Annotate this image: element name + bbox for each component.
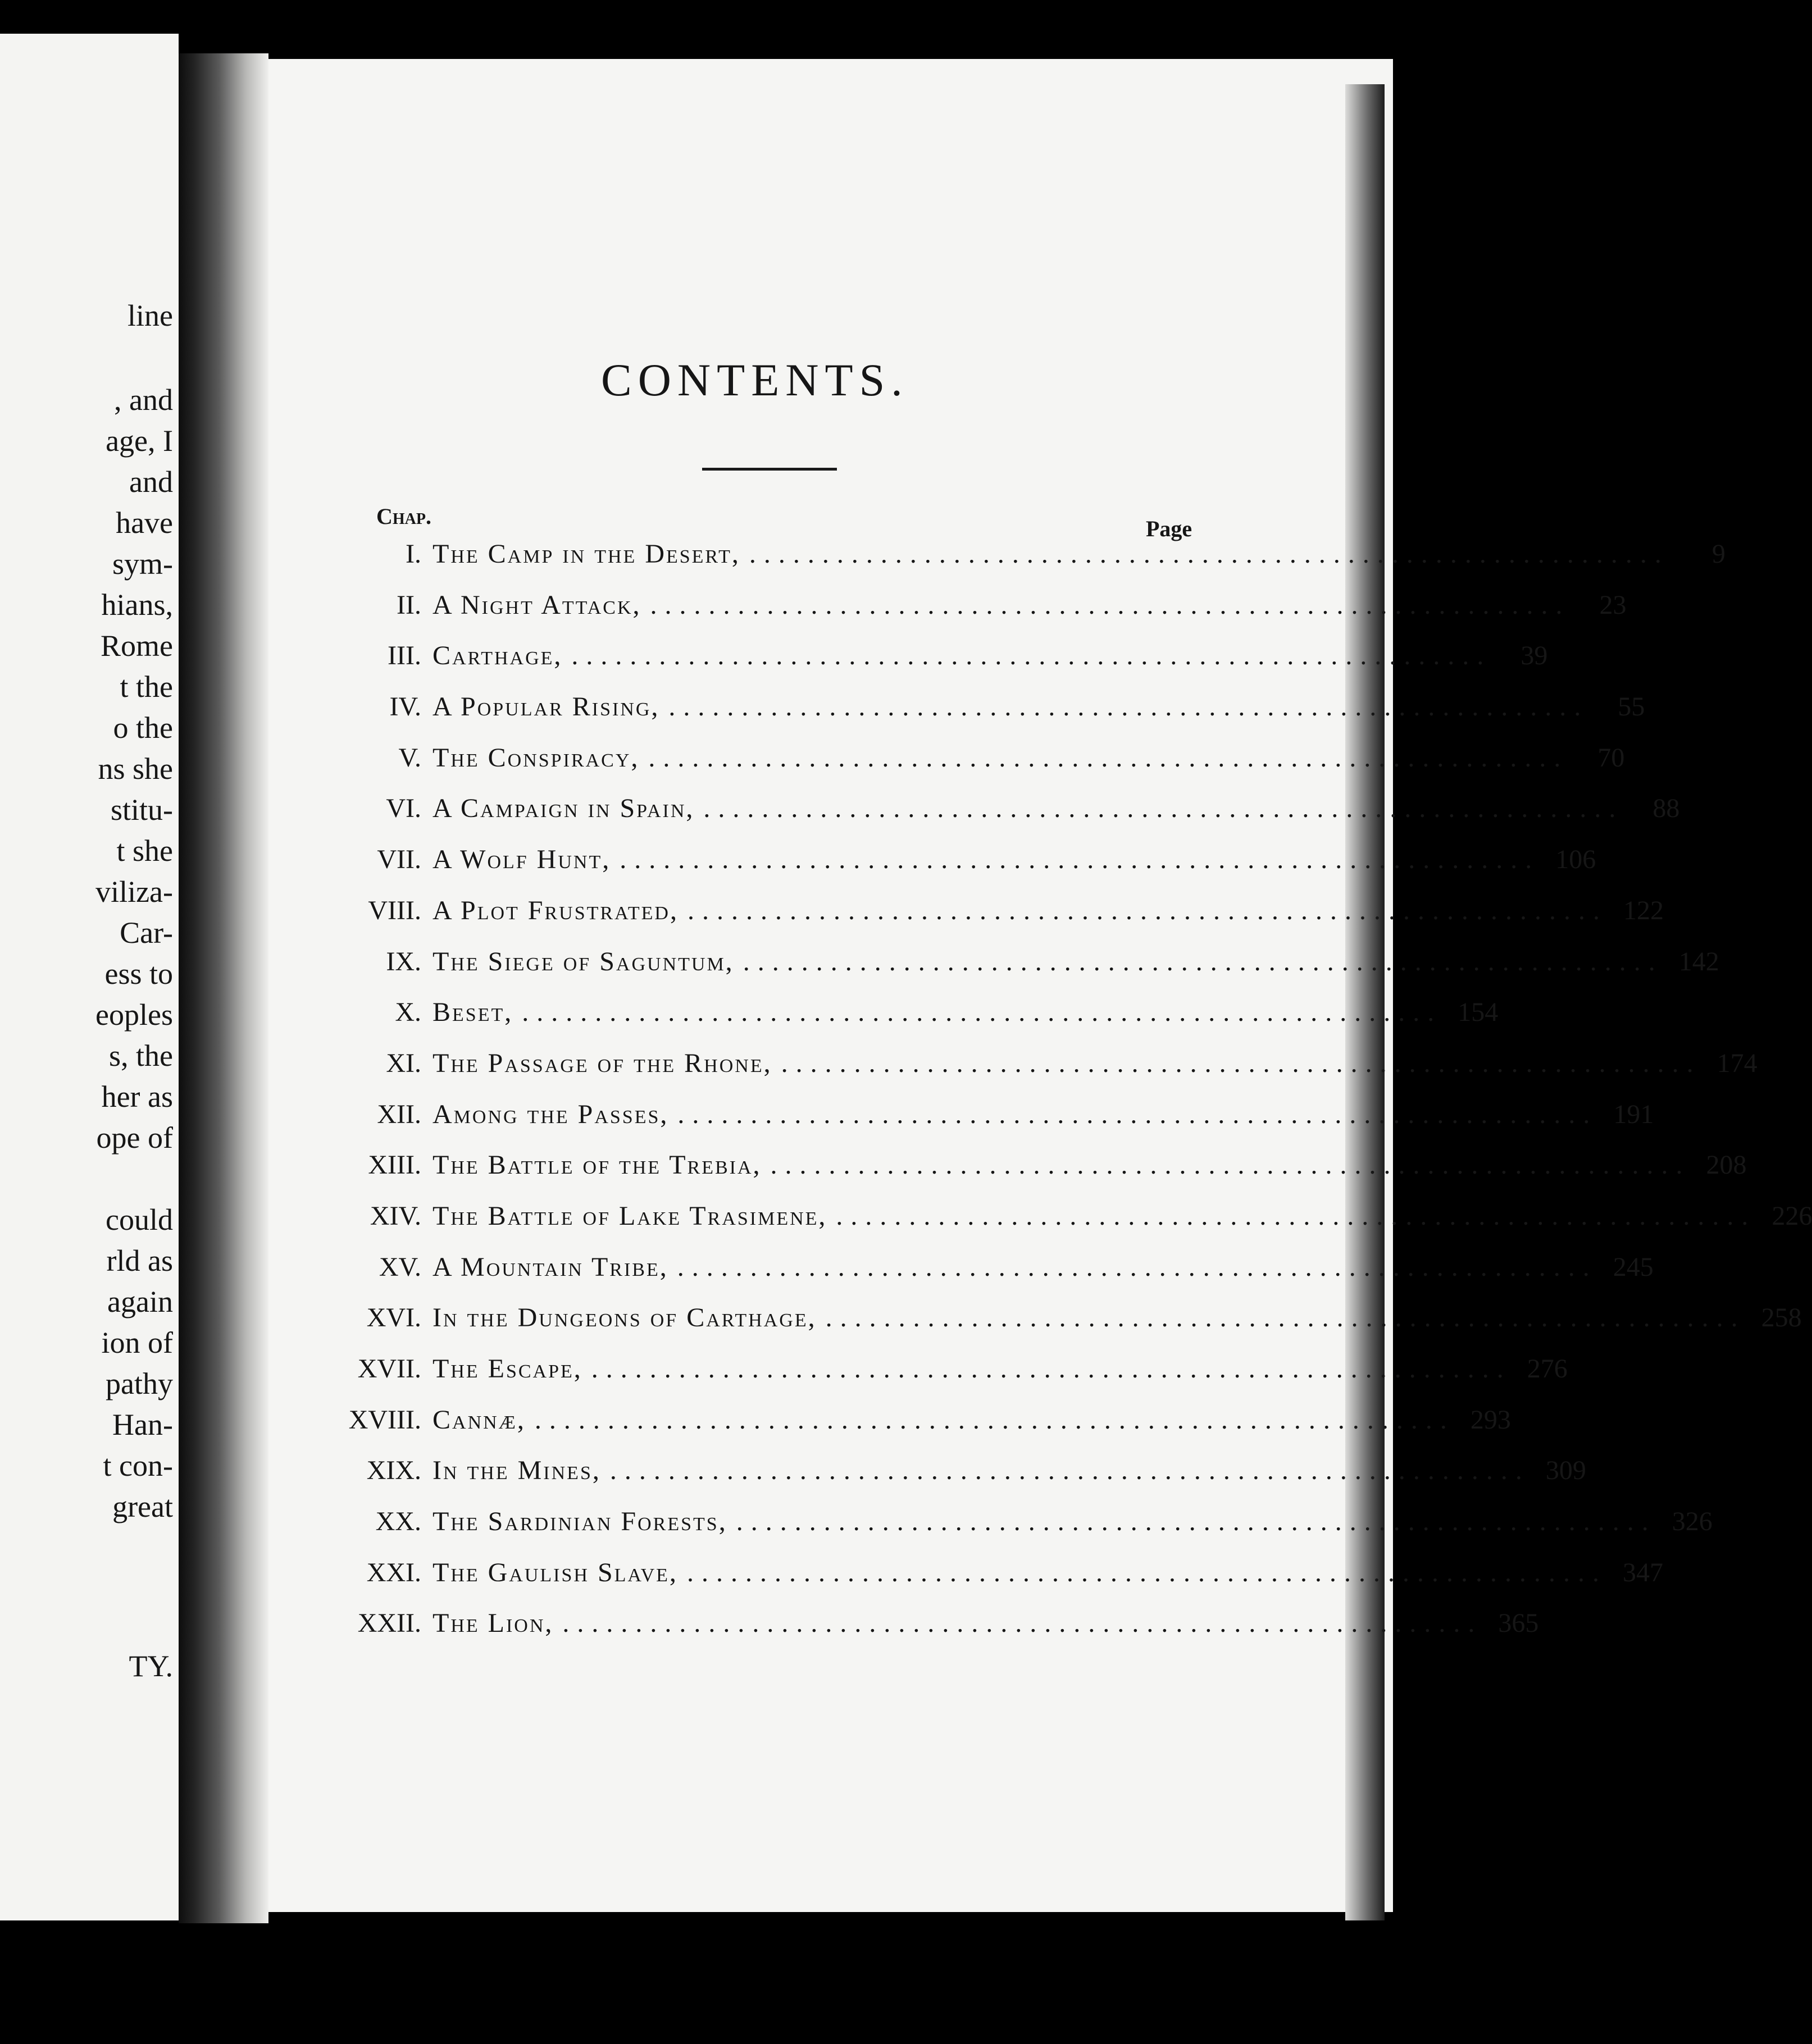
chapter-title: A Mountain Tribe, bbox=[432, 1252, 668, 1282]
chapter-number: XIII. bbox=[368, 1150, 421, 1180]
chapter-title: In the Dungeons of Carthage, bbox=[432, 1303, 817, 1333]
toc-entry bbox=[315, 1445, 1586, 1496]
toc-entry bbox=[315, 1548, 1663, 1599]
chap-column-heading: Chap. bbox=[376, 504, 431, 529]
facing-page-text: ope of bbox=[96, 1121, 173, 1155]
chapter-page-number: 245 bbox=[1613, 1252, 1654, 1282]
chapter-page-number: 70 bbox=[1597, 742, 1625, 773]
facing-page-text: again bbox=[107, 1285, 173, 1318]
chapter-page-number: 293 bbox=[1470, 1404, 1511, 1435]
facing-page-text: eoples bbox=[95, 998, 173, 1032]
chapter-title: The Camp in the Desert, bbox=[432, 539, 740, 569]
chapter-number: XXII. bbox=[357, 1608, 421, 1639]
chapter-title: A Night Attack, bbox=[432, 590, 641, 620]
facing-page-text: rld as bbox=[106, 1244, 173, 1278]
chapter-number: XII. bbox=[377, 1099, 421, 1129]
chapter-page-number: 9 bbox=[1711, 539, 1726, 569]
dot-leader: ............................................................... bbox=[703, 793, 1624, 824]
chapter-number: XVIII. bbox=[348, 1404, 421, 1435]
chapter-page-number: 39 bbox=[1520, 641, 1548, 671]
dot-leader: ............................................................... bbox=[825, 1303, 1746, 1333]
chapter-title: The Battle of the Trebia, bbox=[432, 1150, 762, 1180]
toc-entry bbox=[315, 631, 1548, 682]
facing-page-text: great bbox=[112, 1490, 173, 1523]
toc-entry bbox=[315, 1344, 1568, 1395]
chapter-page-number: 23 bbox=[1599, 590, 1627, 620]
facing-page-text: ns she bbox=[98, 752, 173, 786]
facing-page bbox=[0, 34, 179, 1920]
dot-leader: ............................................................... bbox=[609, 1456, 1530, 1486]
chapter-page-number: 122 bbox=[1623, 895, 1664, 925]
toc-entry bbox=[315, 529, 1726, 580]
facing-page-text: Han- bbox=[112, 1408, 173, 1441]
toc-entry bbox=[315, 1140, 1747, 1191]
chapter-number: XX. bbox=[375, 1507, 421, 1537]
toc-entry bbox=[315, 1293, 1802, 1344]
toc-entry bbox=[315, 783, 1680, 834]
chapter-title: The Escape, bbox=[432, 1354, 582, 1384]
chapter-number: XIV. bbox=[370, 1201, 421, 1231]
toc-entry bbox=[315, 1242, 1654, 1293]
chapter-title: Cannæ, bbox=[432, 1404, 526, 1435]
facing-page-text: o the bbox=[113, 711, 173, 745]
chapter-number: XVII. bbox=[357, 1354, 421, 1384]
dot-leader: ............................................................... bbox=[781, 1048, 1701, 1078]
facing-page-text: TY. bbox=[129, 1649, 173, 1683]
chapter-title: The Gaulish Slave, bbox=[432, 1557, 678, 1587]
chapter-page-number: 208 bbox=[1706, 1150, 1747, 1180]
chapter-page-number: 309 bbox=[1545, 1456, 1586, 1486]
chapter-page-number: 106 bbox=[1555, 845, 1596, 875]
facing-page-text: Rome bbox=[101, 629, 173, 663]
facing-page-text: viliza- bbox=[95, 875, 173, 909]
chapter-title: In the Mines, bbox=[432, 1456, 601, 1486]
dot-leader: ............................................................... bbox=[668, 692, 1589, 722]
dot-leader: ............................................................... bbox=[571, 641, 1492, 671]
facing-page-text: age, I bbox=[106, 424, 173, 458]
toc-entry bbox=[315, 1191, 1812, 1242]
facing-page-text: could bbox=[106, 1203, 173, 1237]
chapter-number: II. bbox=[397, 590, 421, 620]
toc-entry bbox=[315, 580, 1627, 631]
chapter-number: XI. bbox=[386, 1048, 421, 1078]
chapter-title: Carthage, bbox=[432, 641, 563, 671]
chapter-page-number: 347 bbox=[1622, 1557, 1663, 1587]
chapter-title: The Siege of Saguntum, bbox=[432, 946, 734, 977]
chapter-number: I. bbox=[406, 539, 421, 569]
facing-page-text: have bbox=[116, 506, 173, 540]
dot-leader: ............................................................... bbox=[650, 590, 1570, 620]
toc-entry bbox=[315, 1089, 1654, 1140]
toc-entry bbox=[315, 886, 1664, 937]
toc-entry bbox=[315, 937, 1719, 988]
chapter-number: IX. bbox=[386, 946, 421, 977]
toc-entry bbox=[315, 1038, 1758, 1089]
chapter-page-number: 326 bbox=[1672, 1507, 1713, 1537]
facing-page-text: s, the bbox=[109, 1039, 173, 1073]
chapter-title: Beset, bbox=[432, 997, 513, 1028]
chapter-number: III. bbox=[388, 641, 421, 671]
chapter-page-number: 88 bbox=[1652, 793, 1680, 824]
toc-entry bbox=[315, 682, 1645, 733]
facing-page-text: her as bbox=[101, 1080, 173, 1114]
dot-leader: ............................................................... bbox=[620, 845, 1540, 875]
dot-leader: ............................................................... bbox=[743, 946, 1663, 977]
dot-leader: ............................................................... bbox=[677, 1099, 1598, 1129]
chapter-number: XXI. bbox=[366, 1557, 421, 1587]
chapter-title: The Conspiracy, bbox=[432, 742, 640, 773]
chapter-number: VI. bbox=[386, 793, 421, 824]
dot-leader: ............................................................... bbox=[648, 742, 1569, 773]
dot-leader: ............................................................... bbox=[591, 1354, 1511, 1384]
dot-leader: ............................................................... bbox=[749, 539, 1669, 569]
facing-page-text: , and bbox=[114, 383, 173, 417]
dot-leader: ............................................................... bbox=[677, 1252, 1597, 1282]
facing-page-text: and bbox=[129, 465, 173, 499]
facing-page-text: t con- bbox=[103, 1449, 173, 1482]
chapter-title: The Passage of the Rhone, bbox=[432, 1048, 772, 1078]
facing-page-text: pathy bbox=[106, 1367, 173, 1400]
toc-entry bbox=[315, 1598, 1539, 1649]
chapter-title: A Popular Rising, bbox=[432, 692, 660, 722]
chapter-title: Among the Passes, bbox=[432, 1099, 669, 1129]
dot-leader: ............................................................... bbox=[562, 1608, 1483, 1639]
toc-entry bbox=[315, 834, 1596, 886]
page-column-heading: Page bbox=[1146, 516, 1192, 541]
facing-page-text: sym- bbox=[112, 547, 173, 581]
facing-page-text: hians, bbox=[101, 588, 173, 622]
facing-page-text: ess to bbox=[104, 957, 173, 991]
toc-entry bbox=[315, 733, 1625, 784]
toc-entry bbox=[315, 987, 1499, 1038]
chapter-title: The Lion, bbox=[432, 1608, 554, 1639]
chapter-title: A Plot Frustrated, bbox=[432, 895, 679, 925]
facing-page-text: Car- bbox=[120, 916, 173, 950]
dot-leader: ............................................................... bbox=[686, 1557, 1607, 1587]
page-title: CONTENTS. bbox=[601, 354, 909, 405]
chapter-number: IV. bbox=[389, 692, 421, 722]
facing-page-text: ion of bbox=[101, 1326, 173, 1359]
chapter-number: VIII. bbox=[368, 895, 421, 925]
dot-leader: ............................................................... bbox=[522, 997, 1442, 1028]
chapter-number: XV. bbox=[379, 1252, 421, 1282]
chapter-page-number: 276 bbox=[1527, 1354, 1568, 1384]
dot-leader: ............................................................... bbox=[687, 895, 1608, 925]
dot-leader: ............................................................... bbox=[736, 1507, 1656, 1537]
dot-leader: ............................................................... bbox=[534, 1404, 1455, 1435]
chapter-title: The Battle of Lake Trasimene, bbox=[432, 1201, 827, 1231]
toc-entry bbox=[315, 1395, 1511, 1446]
chapter-title: A Wolf Hunt, bbox=[432, 845, 611, 875]
chapter-number: V. bbox=[398, 742, 421, 773]
facing-page-text: t she bbox=[116, 834, 173, 868]
chapter-page-number: 191 bbox=[1613, 1099, 1654, 1129]
binding-gutter bbox=[179, 53, 268, 1923]
chapter-number: X. bbox=[395, 997, 421, 1028]
facing-page-text: stitu- bbox=[110, 793, 173, 827]
chapter-title: A Campaign in Spain, bbox=[432, 793, 695, 824]
chapter-number: VII. bbox=[377, 845, 421, 875]
chapter-title: The Sardinian Forests, bbox=[432, 1507, 727, 1537]
chapter-number: XIX. bbox=[366, 1456, 421, 1486]
table-of-contents bbox=[315, 529, 1812, 1649]
chapter-page-number: 258 bbox=[1761, 1303, 1802, 1333]
facing-page-text: line bbox=[128, 299, 173, 332]
chapter-page-number: 142 bbox=[1678, 946, 1719, 977]
chapter-page-number: 154 bbox=[1458, 997, 1499, 1028]
chapter-page-number: 365 bbox=[1498, 1608, 1539, 1639]
chapter-page-number: 55 bbox=[1618, 692, 1645, 722]
toc-entry bbox=[315, 1496, 1713, 1548]
dot-leader: ............................................................... bbox=[770, 1150, 1691, 1180]
chapter-number: XVI. bbox=[366, 1303, 421, 1333]
chapter-page-number: 226 bbox=[1772, 1201, 1812, 1231]
facing-page-text: t the bbox=[120, 670, 173, 704]
title-rule bbox=[702, 468, 837, 471]
chapter-page-number: 174 bbox=[1717, 1048, 1758, 1078]
dot-leader: ............................................................... bbox=[836, 1201, 1756, 1231]
